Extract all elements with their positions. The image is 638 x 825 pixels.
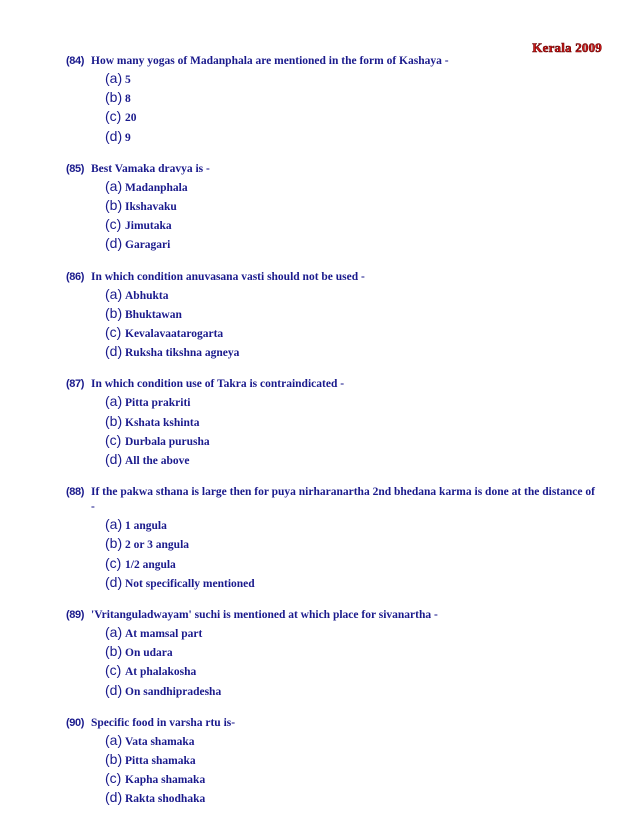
option-letter: (a) bbox=[105, 70, 123, 86]
option-c bbox=[105, 555, 596, 574]
option-text: Rakta shodhaka bbox=[125, 793, 206, 806]
question-87 bbox=[66, 377, 596, 470]
option-letter: (b) bbox=[105, 412, 123, 429]
option-b bbox=[105, 197, 596, 216]
option-c bbox=[105, 108, 596, 127]
option-letter: (a) bbox=[105, 516, 123, 533]
option-c bbox=[105, 216, 596, 235]
question-text: 'Vritanguladwayam' suchi is mentioned at which place for sivanartha - bbox=[91, 609, 438, 622]
option-letter: (c) bbox=[105, 770, 122, 787]
question-text: How many yogas of Madanphala are mentioned in the form of Kashaya - bbox=[91, 55, 449, 67]
option-letter: (d) bbox=[105, 343, 123, 360]
option-text: Jimutaka bbox=[125, 220, 172, 233]
option-text: Abhukta bbox=[125, 289, 169, 302]
question-list bbox=[66, 54, 596, 824]
question-number: (90) bbox=[66, 716, 84, 729]
option-a bbox=[105, 393, 596, 412]
option-letter: (c) bbox=[105, 554, 122, 571]
option-letter: (d) bbox=[105, 451, 123, 468]
option-a bbox=[105, 70, 596, 89]
option-c bbox=[105, 662, 596, 681]
option-a bbox=[105, 286, 596, 305]
option-text: Ruksha tikshna agneya bbox=[125, 347, 240, 360]
option-letter: (b) bbox=[105, 304, 123, 321]
option-text: Pitta prakriti bbox=[125, 397, 191, 410]
option-text: Pitta shamaka bbox=[125, 755, 196, 768]
option-letter: (c) bbox=[105, 108, 122, 125]
option-a bbox=[105, 624, 596, 643]
question-number: (86) bbox=[66, 270, 84, 283]
option-text: Garagari bbox=[125, 239, 171, 252]
option-list bbox=[105, 624, 596, 701]
option-text: Ikshavaku bbox=[125, 201, 177, 214]
option-list bbox=[105, 393, 596, 470]
option-c bbox=[105, 432, 596, 451]
option-letter: (d) bbox=[105, 235, 123, 252]
question-text: Specific food in varsha rtu is- bbox=[91, 716, 236, 729]
option-list bbox=[105, 178, 596, 255]
option-text: 8 bbox=[125, 93, 131, 106]
option-text: 20 bbox=[125, 112, 137, 125]
option-b bbox=[105, 643, 596, 662]
option-letter: (c) bbox=[105, 431, 122, 448]
question-90 bbox=[66, 716, 596, 809]
option-letter: (c) bbox=[105, 662, 122, 679]
option-b bbox=[105, 535, 596, 554]
option-d bbox=[105, 451, 596, 470]
option-d bbox=[105, 574, 596, 593]
option-a bbox=[105, 732, 596, 751]
option-letter: (b) bbox=[105, 197, 123, 214]
option-letter: (a) bbox=[105, 624, 123, 641]
question-number: (89) bbox=[66, 609, 84, 622]
option-letter: (b) bbox=[105, 535, 123, 552]
option-text: 1 angula bbox=[125, 520, 167, 533]
question-number: (88) bbox=[66, 486, 84, 499]
option-text: At mamsal part bbox=[125, 628, 203, 641]
option-letter: (c) bbox=[105, 324, 122, 341]
option-letter: (a) bbox=[105, 285, 123, 302]
option-letter: (a) bbox=[105, 731, 123, 748]
option-letter: (d) bbox=[105, 573, 123, 590]
question-86 bbox=[66, 270, 596, 363]
option-letter: (d) bbox=[105, 681, 123, 698]
question-88 bbox=[66, 485, 596, 593]
question-text: If the pakwa sthana is large then for puya nirharanartha 2nd bhedana karma is done at the distance of - bbox=[91, 486, 595, 514]
option-text: Not specifically mentioned bbox=[125, 577, 255, 590]
option-letter: (d) bbox=[105, 127, 123, 144]
question-text: Best Vamaka dravya is - bbox=[91, 162, 210, 175]
option-a bbox=[105, 516, 596, 535]
option-list bbox=[105, 286, 596, 363]
option-list bbox=[105, 516, 596, 593]
option-letter: (b) bbox=[105, 89, 123, 106]
option-b bbox=[105, 89, 596, 108]
option-text: On sandhipradesha bbox=[125, 685, 222, 698]
option-letter: (b) bbox=[105, 643, 123, 660]
option-text: Vata shamaka bbox=[125, 735, 195, 748]
option-text: Kevalavaatarogarta bbox=[125, 328, 224, 341]
option-text: All the above bbox=[125, 455, 190, 468]
option-letter: (a) bbox=[105, 393, 123, 410]
option-text: On udara bbox=[125, 647, 173, 660]
question-89 bbox=[66, 608, 596, 701]
option-text: 2 or 3 angula bbox=[125, 539, 190, 552]
option-list bbox=[105, 70, 596, 147]
question-84 bbox=[66, 54, 596, 147]
option-letter: (a) bbox=[105, 177, 123, 194]
option-d bbox=[105, 128, 596, 147]
question-85 bbox=[66, 162, 596, 255]
question-text: In which condition anuvasana vasti should not be used - bbox=[91, 270, 365, 283]
option-text: At phalakosha bbox=[125, 666, 197, 679]
question-number: (87) bbox=[66, 378, 84, 391]
option-b bbox=[105, 413, 596, 432]
option-text: 5 bbox=[125, 74, 131, 86]
option-b bbox=[105, 751, 596, 770]
option-d bbox=[105, 235, 596, 254]
option-c bbox=[105, 770, 596, 789]
option-letter: (c) bbox=[105, 216, 122, 233]
option-list bbox=[105, 732, 596, 809]
question-number: (85) bbox=[66, 162, 84, 175]
option-letter: (b) bbox=[105, 751, 123, 768]
option-c bbox=[105, 324, 596, 343]
option-text: Kshata kshinta bbox=[125, 416, 200, 429]
question-number: (84) bbox=[66, 55, 84, 67]
option-text: Bhuktawan bbox=[125, 308, 182, 321]
question-text: In which condition use of Takra is contraindicated - bbox=[91, 378, 345, 391]
option-text: 1/2 angula bbox=[125, 558, 176, 571]
option-b bbox=[105, 305, 596, 324]
option-letter: (d) bbox=[105, 789, 123, 806]
option-d bbox=[105, 343, 596, 362]
option-text: Durbala purusha bbox=[125, 435, 210, 448]
option-a bbox=[105, 178, 596, 197]
option-d bbox=[105, 682, 596, 701]
option-text: Kapha shamaka bbox=[125, 774, 206, 787]
option-text: 9 bbox=[125, 131, 131, 144]
exam-source-tag: Kerala 2009 bbox=[532, 40, 602, 55]
option-d bbox=[105, 789, 596, 808]
option-text: Madanphala bbox=[125, 181, 188, 194]
